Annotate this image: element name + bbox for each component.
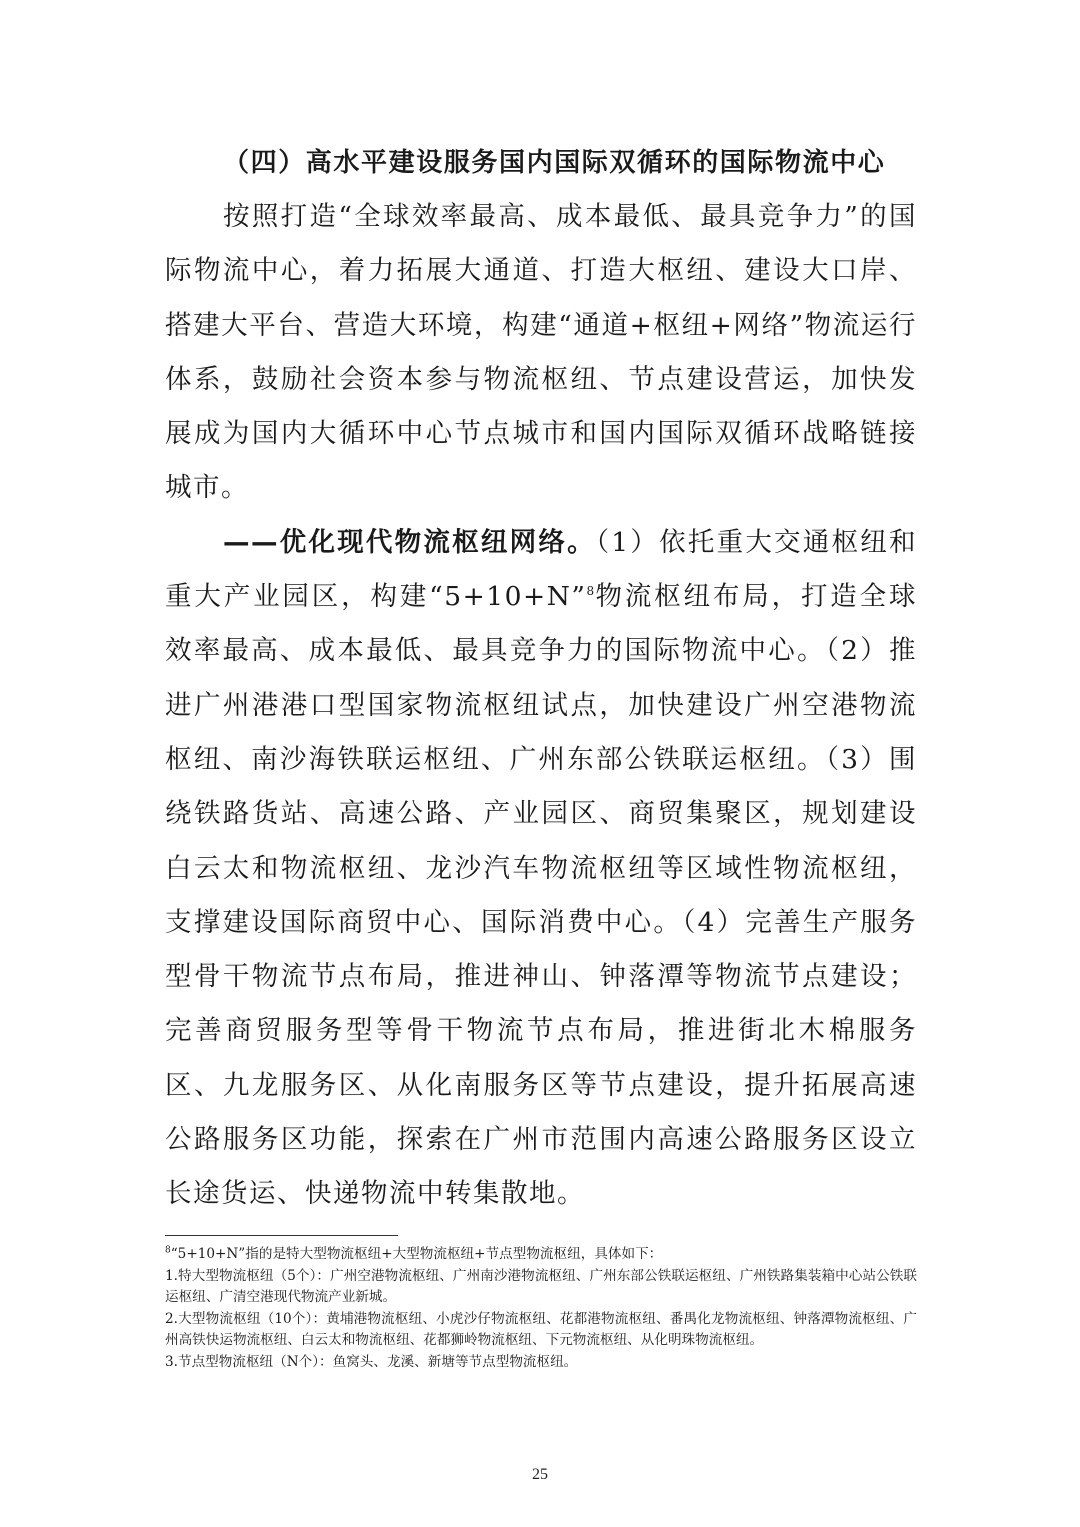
footnote-item-1: 1.特大型物流枢纽（5个）：广州空港物流枢纽、广州南沙港物流枢纽、广州东部公铁联运枢纽、广州铁路集装箱中心站公铁联运枢纽、广清空港现代物流产业新城。 <box>165 1267 917 1305</box>
paragraph-text-part2: 物流枢纽布局，打造全球效率最高、成本最低、最具竞争力的国际物流中心。（2）推进广州港港口型国家物流枢纽试点，加快建设广州空港物流枢纽、南沙海铁联运枢纽、广州东部公铁联运枢纽。（3）围绕铁路货站、高速公路、产业园区、商贸集聚区，规划建设白云太和物流枢纽、龙沙汽车物流枢纽等区域性物流枢纽，支撑建设国际商贸中心、国际消费中心。（4）完善生产服务型骨干物流节点布局，推进神山、钟落潭等物流节点建设；完善商贸服务型等骨干物流节点布局，推进街北木棉服务区、九龙服务区、从化南服务区等节点建设，提升拓展高速公路服务区功能，探索在广州市范围内高速公路服务区设立长途货运、快递物流中转集散地。 <box>165 581 918 1210</box>
footnote-reference: 8 <box>586 584 595 599</box>
paragraph-lead: ——优化现代物流枢纽网络。 <box>223 526 596 558</box>
paragraph-intro: 按照打造“全球效率最高、成本最低、最具竞争力”的国际物流中心，着力拓展大通道、打造大枢纽、建设大口岸、搭建大平台、营造大环境，构建“通道+枢纽+网络”物流运行体系，鼓励社会资本参与物流枢纽、节点建设营运，加快发展成为国内大循环中心节点城市和国内国际双循环战略链接城市。 <box>165 201 917 504</box>
footnote-marker: 8 <box>165 1245 171 1256</box>
paragraph-text-part1: （1）依托重大交通枢纽和重大产业园区，构建“5+10+N” <box>165 526 917 613</box>
footnote-divider <box>165 1235 398 1236</box>
footnotes <box>165 1244 917 1373</box>
footnote-intro-text: “5+10+N”指的是特大型物流枢纽+大型物流枢纽+节点型物流枢纽，具体如下： <box>170 1246 663 1262</box>
paragraph-logistics-hub <box>165 516 917 1222</box>
page-number: 25 <box>532 1466 548 1483</box>
footnote-item-2: 2.大型物流枢纽（10个）：黄埔港物流枢纽、小虎沙仔物流枢纽、花都港物流枢纽、番禺化龙物流枢纽、钟落潭物流枢纽、广州高铁快运物流枢纽、白云太和物流枢纽、花都狮岭物流枢纽、下元物流枢纽、从化明珠物流枢纽。 <box>165 1310 917 1348</box>
footnote-intro <box>165 1244 917 1266</box>
main-text <box>165 136 917 1222</box>
section-heading: （四）高水平建设服务国内国际双循环的国际物流中心 <box>223 148 886 178</box>
footnote-item-3: 3.节点型物流枢纽（N个）：鱼窝头、龙溪、新塘等节点型物流枢纽。 <box>165 1353 578 1370</box>
